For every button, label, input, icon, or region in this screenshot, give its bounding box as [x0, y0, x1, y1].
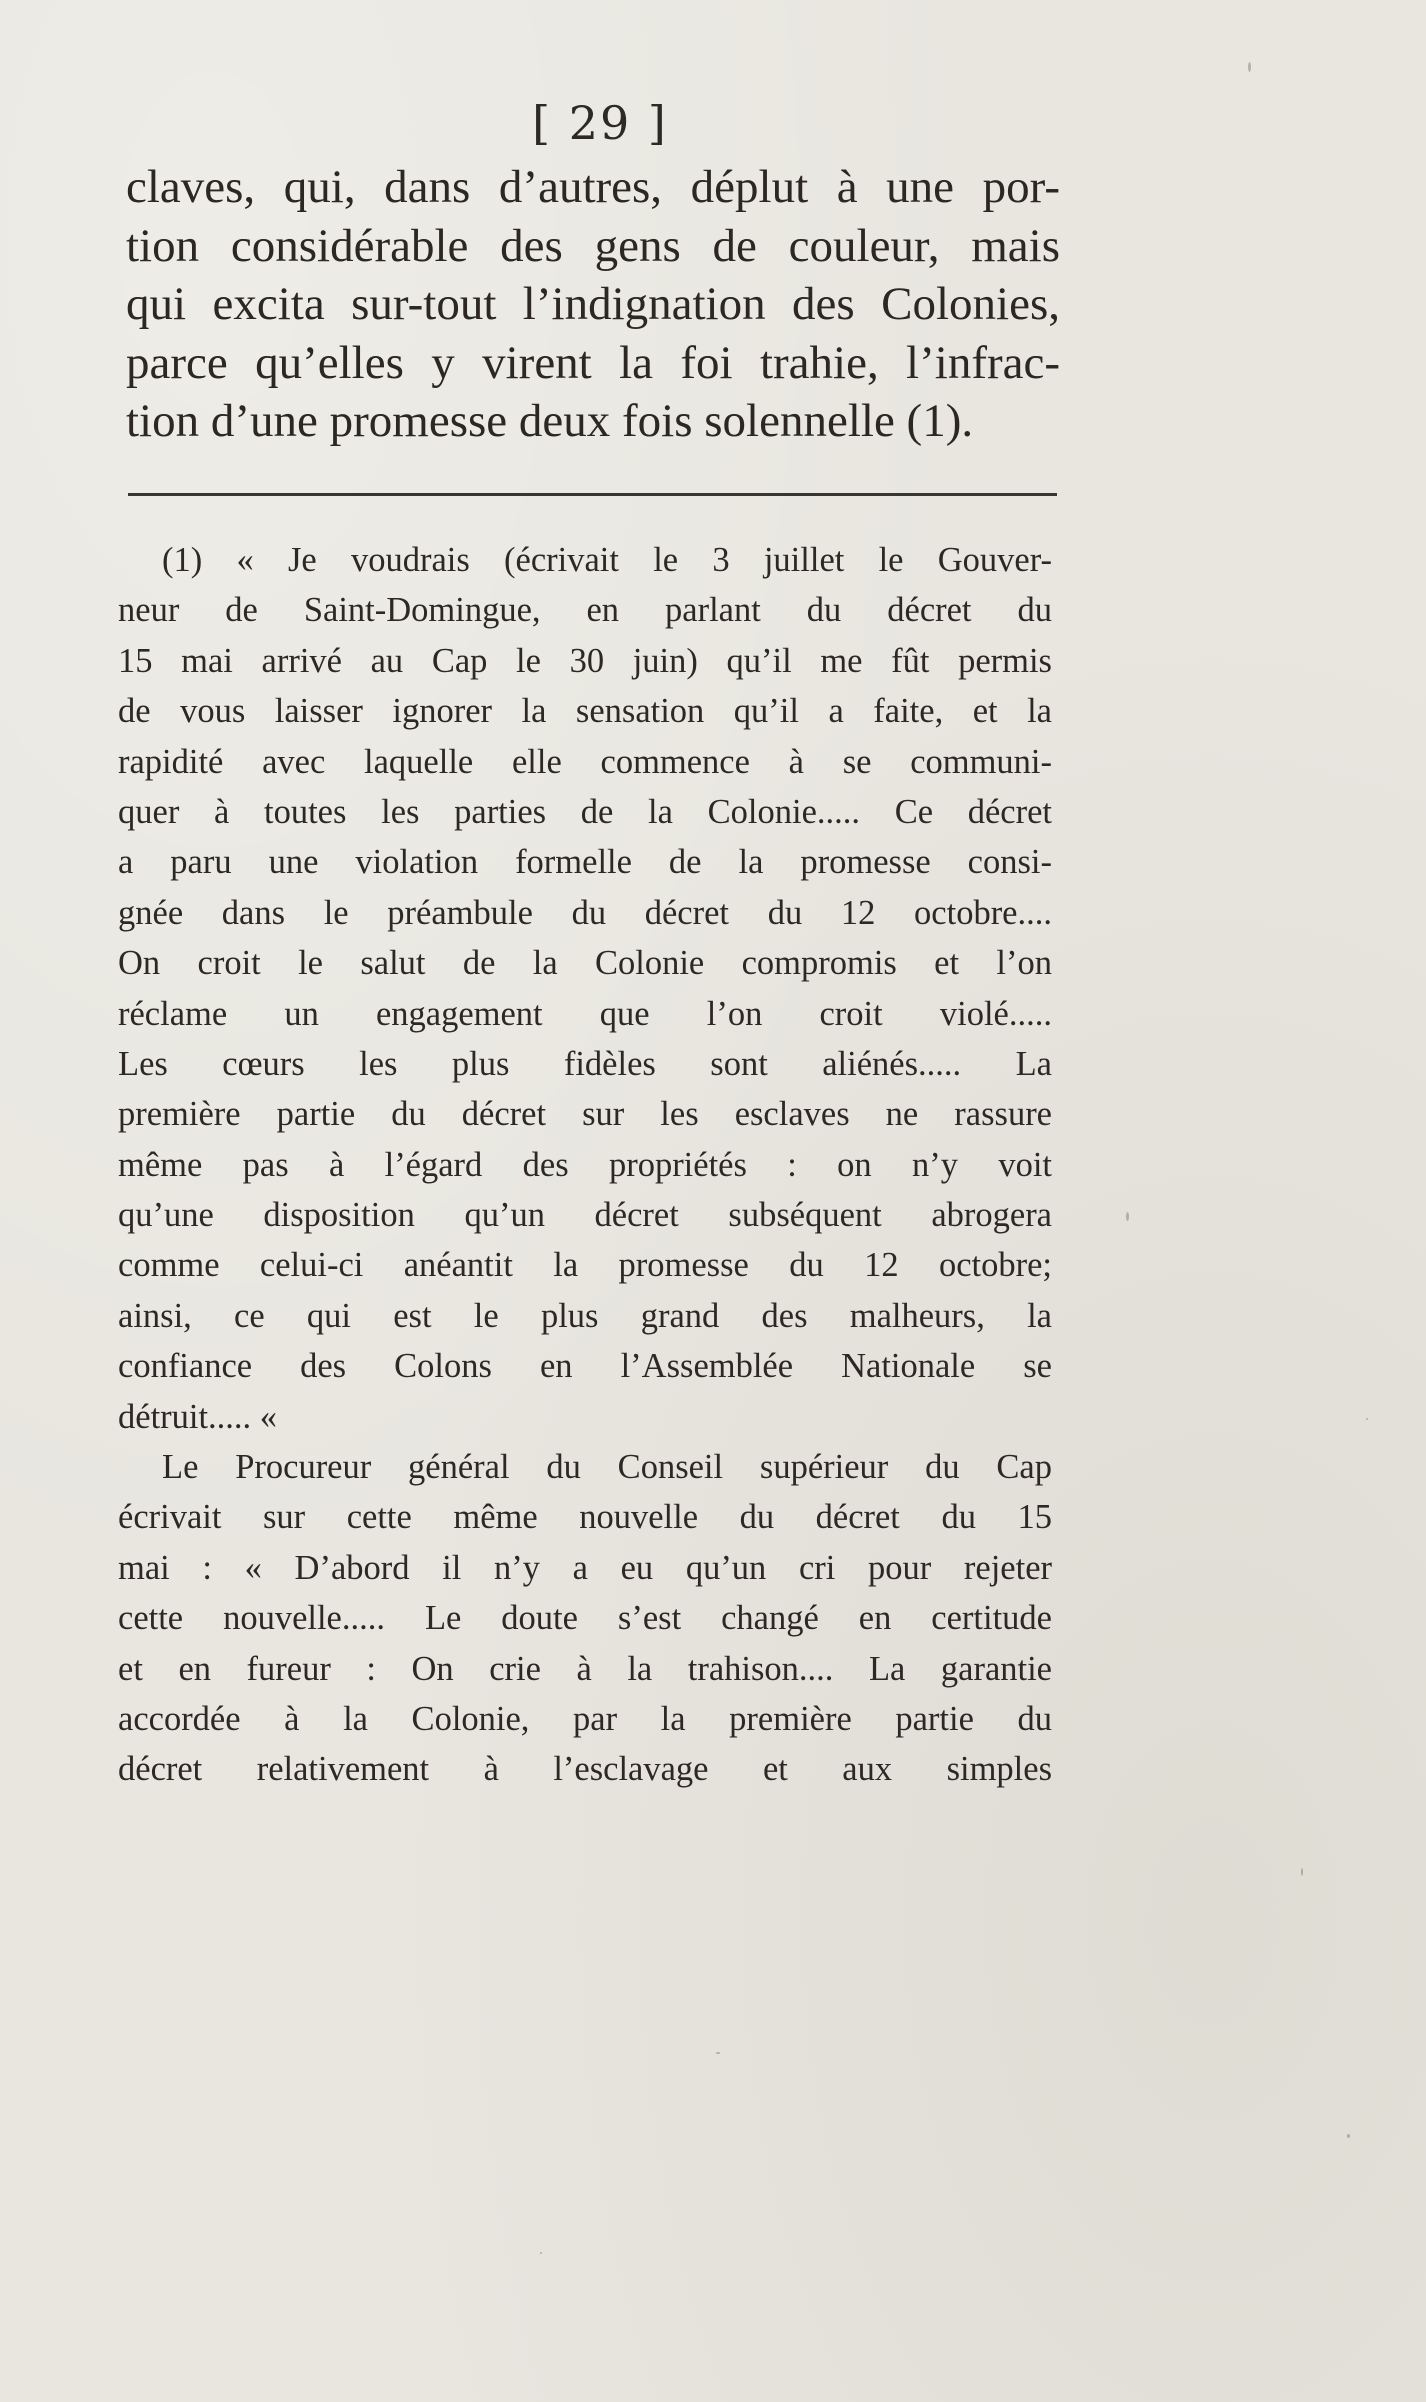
footnote-separator-rule	[128, 493, 1057, 496]
main-text-block	[126, 158, 1060, 451]
footnote-line: de vous laisser ignorer la sensation qu’il a faite, et la	[118, 692, 1052, 731]
paper-speck	[1248, 62, 1251, 72]
paper-speck	[1347, 2134, 1350, 2138]
footnote-line: On croit le salut de la Colonie compromis et l’on	[118, 944, 1052, 983]
footnote-block	[118, 535, 1052, 1795]
footnote-line: et en fureur : On crie à la trahison.... La garantie	[118, 1649, 1052, 1688]
main-text-line: parce qu’elles y virent la foi trahie, l’infrac-	[126, 336, 1060, 389]
footnote-line: rapidité avec laquelle elle commence à se communi-	[118, 742, 1052, 781]
footnote-line: cette nouvelle..... Le doute s’est changé en certitude	[118, 1599, 1052, 1638]
footnote-line: comme celui-ci anéantit la promesse du 12 octobre;	[118, 1246, 1052, 1285]
footnote-line: écrivait sur cette même nouvelle du décret du 15	[118, 1498, 1052, 1537]
footnote-line: neur de Saint-Domingue, en parlant du décret du	[118, 591, 1052, 630]
footnote-line: Le Procureur général du Conseil supérieur du Cap	[162, 1448, 1052, 1487]
main-text-line: claves, qui, dans d’autres, déplut à une por-	[126, 161, 1060, 213]
footnote-line: ainsi, ce qui est le plus grand des malheurs, la	[118, 1296, 1052, 1335]
footnote-line: Les cœurs les plus fidèles sont aliénés..... La	[118, 1044, 1052, 1083]
footnote-line: réclame un engagement que l’on croit violé.....	[118, 994, 1052, 1033]
footnote-line: qu’une disposition qu’un décret subséquent abrogera	[118, 1196, 1052, 1235]
paper-speck	[716, 2052, 720, 2054]
footnote-line: décret relativement à l’esclavage et aux simples	[118, 1750, 1052, 1789]
paper-speck	[540, 2252, 542, 2254]
page-number: [ 29 ]	[532, 96, 668, 150]
footnote-line: même pas à l’égard des propriétés : on n’y voit	[118, 1145, 1052, 1184]
main-text-line: tion considérable des gens de couleur, mais	[126, 219, 1060, 272]
paper-speck	[1126, 1212, 1129, 1221]
footnote-line: mai : « D’abord il n’y a eu qu’un cri pour rejeter	[118, 1548, 1052, 1587]
footnote-line: première partie du décret sur les esclaves ne rassure	[118, 1095, 1052, 1134]
footnote-line: détruit..... «	[118, 1397, 278, 1436]
footnote-line: quer à toutes les parties de la Colonie..... Ce décret	[118, 792, 1052, 831]
footnote-line: (1) « Je voudrais (écrivait le 3 juillet le Gouver-	[162, 541, 1052, 579]
paper-speck	[1301, 1868, 1303, 1876]
footnote-line: accordée à la Colonie, par la première partie du	[118, 1699, 1052, 1738]
footnote-line: gnée dans le préambule du décret du 12 octobre....	[118, 893, 1052, 932]
footnote-line: a paru une violation formelle de la promesse consi-	[118, 843, 1052, 882]
main-text-line: qui excita sur-tout l’indignation des Colonies,	[126, 278, 1060, 330]
footnote-line: confiance des Colons en l’Assemblée Nationale se	[118, 1347, 1052, 1386]
paper-speck	[1366, 1418, 1368, 1420]
main-text-line: tion d’une promesse deux fois solennelle (1).	[126, 395, 974, 447]
footnote-line: 15 mai arrivé au Cap le 30 juin) qu’il me fût permis	[118, 641, 1052, 680]
